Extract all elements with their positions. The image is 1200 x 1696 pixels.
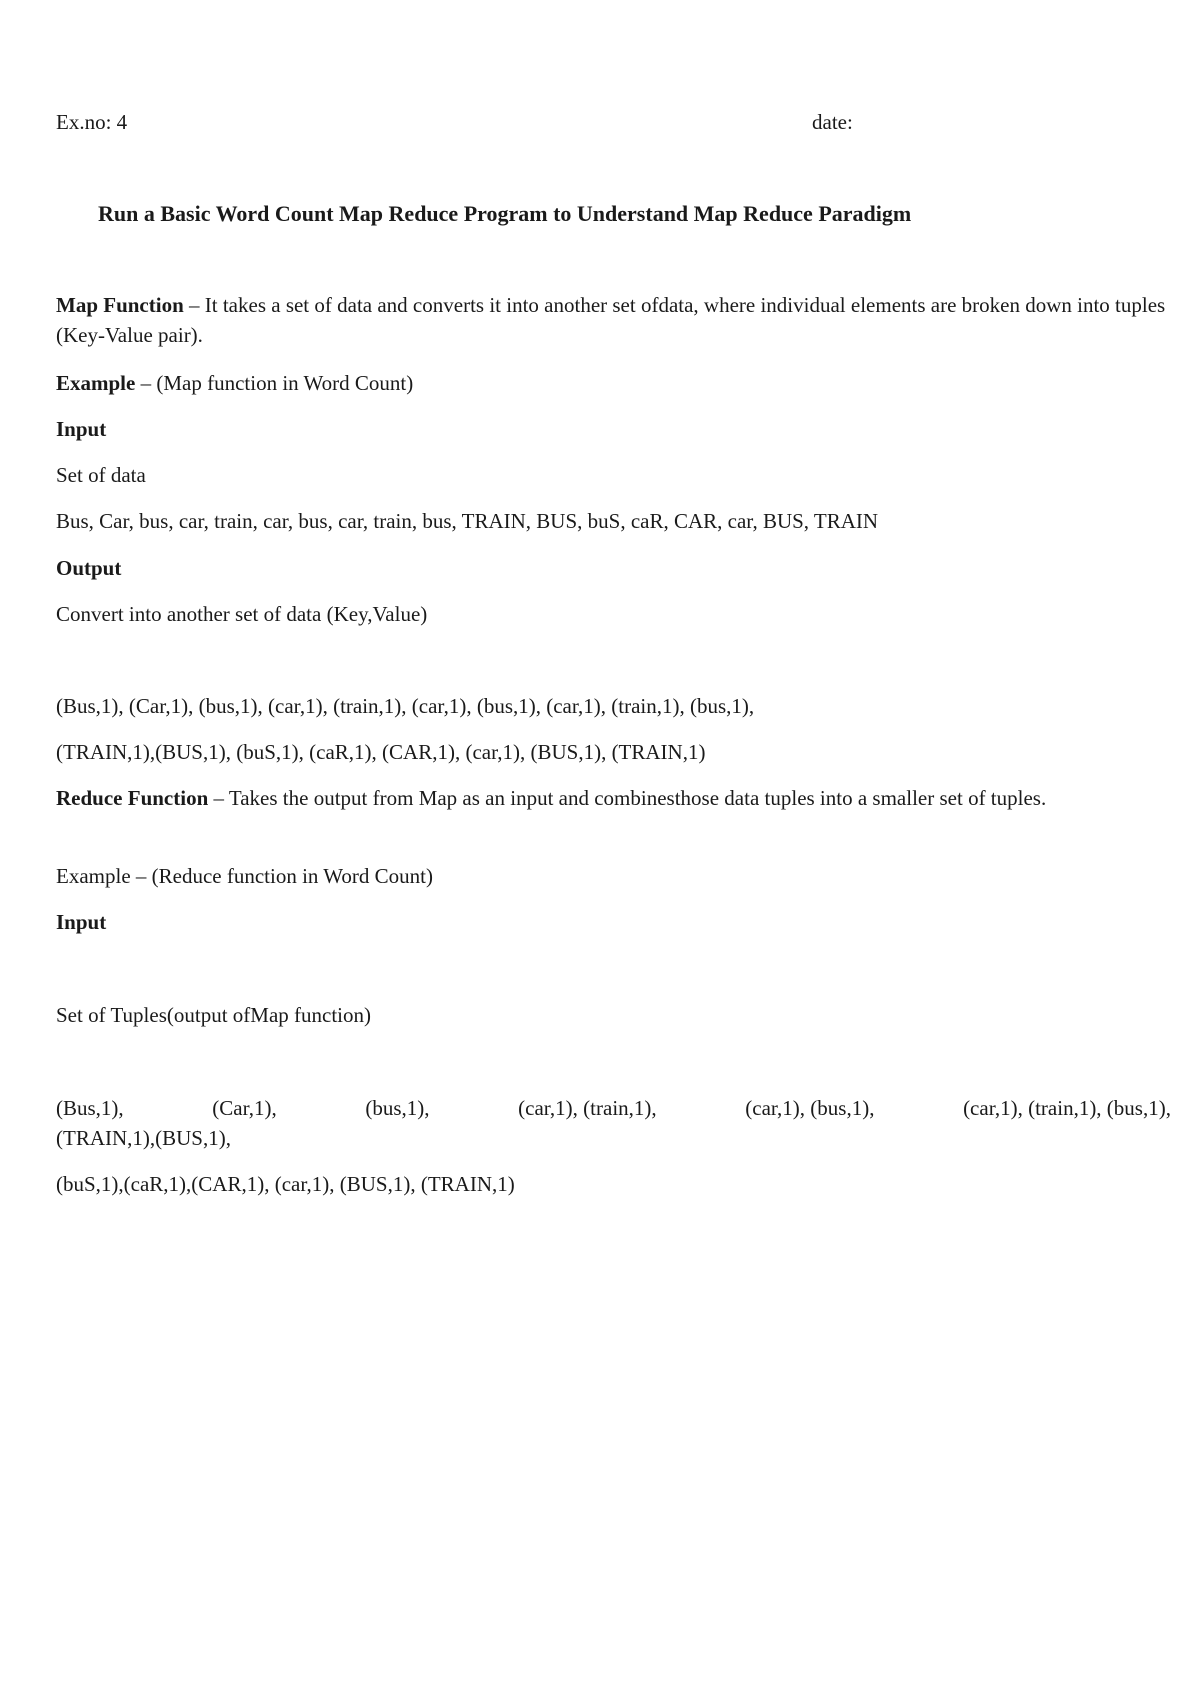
- reduce-function-text: – Takes the output from Map as an input and combinesthose data tuples into a smaller set of tuples.: [208, 786, 1047, 810]
- reduce-tuples-row-3: (buS,1),(caR,1),(CAR,1), (car,1), (BUS,1), (TRAIN,1): [56, 1172, 515, 1196]
- map-input-data: Bus, Car, bus, car, train, car, bus, car, train, bus, TRAIN, BUS, buS, caR, CAR, car, BUS, TRAIN: [56, 509, 879, 533]
- reduce-input-heading: Input: [56, 910, 107, 934]
- tuple-cell: (bus,1),: [365, 1096, 430, 1120]
- document-title: Run a Basic Word Count Map Reduce Program to Understand Map Reduce Paradigm: [98, 201, 912, 226]
- tuple-cell: (Car,1),: [212, 1096, 277, 1120]
- tuple-cell: (car,1), (bus,1),: [745, 1096, 875, 1120]
- date-label: date:: [812, 110, 853, 134]
- reduce-example-line: Example – (Reduce function in Word Count): [56, 864, 434, 888]
- reduce-function-paragraph: [56, 783, 1171, 813]
- map-function-text: – It takes a set of data and converts it into another set ofdata, where individual elements are broken down into tuples (Key-Value pair).: [56, 293, 1166, 347]
- tuple-cell: (Bus,1),: [56, 1096, 124, 1120]
- map-input-heading: Input: [56, 417, 107, 441]
- map-example-text: – (Map function in Word Count): [135, 371, 414, 395]
- tuple-cell: (car,1), (train,1),: [518, 1096, 657, 1120]
- tuple-cell: (car,1), (train,1), (bus,1),: [963, 1096, 1171, 1120]
- exercise-number: Ex.no: 4: [56, 110, 128, 134]
- reduce-tuples-row-2: (TRAIN,1),(BUS,1),: [56, 1126, 231, 1150]
- map-output-line-1: (Bus,1), (Car,1), (bus,1), (car,1), (train,1), (car,1), (bus,1), (car,1), (train,1), (bus,1),: [56, 694, 755, 718]
- reduce-input-desc: Set of Tuples(output ofMap function): [56, 1003, 371, 1027]
- map-function-paragraph: [56, 290, 1171, 350]
- map-example-label: Example: [56, 371, 136, 395]
- map-output-line-2: (TRAIN,1),(BUS,1), (buS,1), (caR,1), (CAR,1), (car,1), (BUS,1), (TRAIN,1): [56, 740, 706, 764]
- map-function-label: Map Function: [56, 293, 184, 317]
- map-output-desc: Convert into another set of data (Key,Value): [56, 602, 428, 626]
- map-output-heading: Output: [56, 556, 122, 580]
- map-input-desc: Set of data: [56, 463, 146, 487]
- reduce-function-label: Reduce Function: [56, 786, 209, 810]
- map-example-line: [56, 368, 413, 398]
- reduce-tuples-row-1: [56, 1093, 1171, 1123]
